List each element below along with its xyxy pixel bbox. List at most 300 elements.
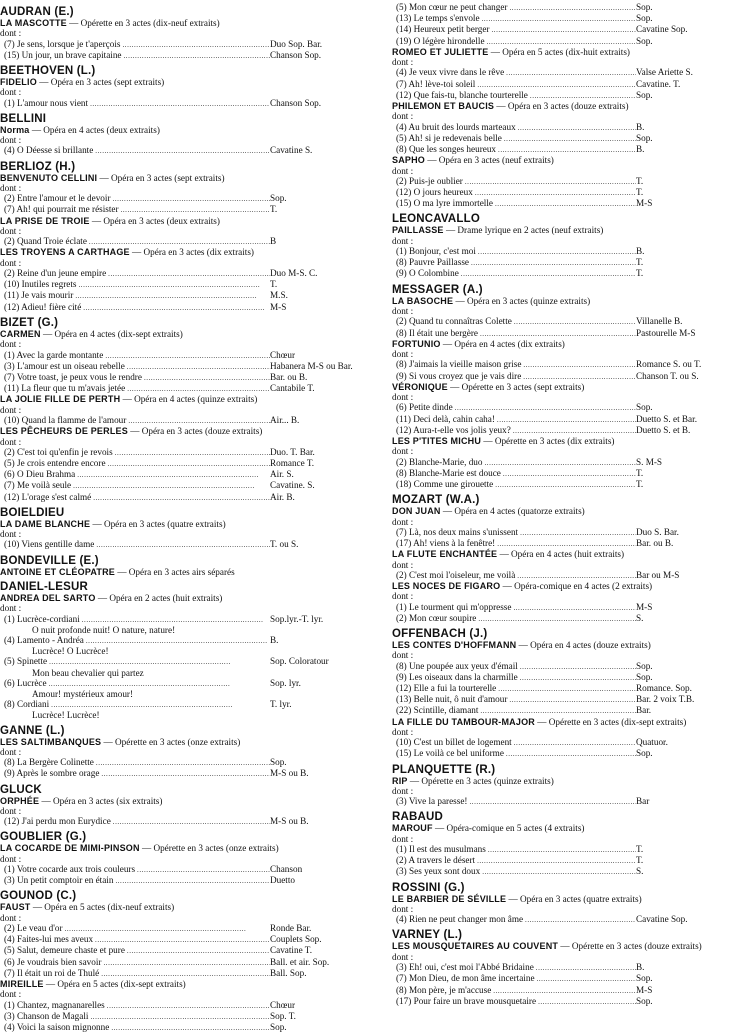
work-description: — Opéra en 3 actes (douze extraits) [494, 101, 629, 112]
dot-leader [76, 279, 270, 290]
work-heading [392, 581, 756, 591]
dot-leader [495, 414, 636, 425]
composer-name: RABAUD [392, 811, 444, 824]
dont-label: dont : [0, 436, 22, 447]
excerpt-title: (4) Au bruit des lourds marteaux [396, 121, 516, 132]
excerpt-row [0, 290, 380, 301]
voice-type: S. [636, 612, 644, 623]
dot-leader [482, 457, 636, 468]
voice-type: Duetto S. et B. [636, 424, 691, 435]
work-title: LA BASOCHE [392, 295, 454, 306]
voice-type: Chanson T. ou S. [636, 370, 699, 381]
excerpt-title: (19) O légère hirondelle [396, 35, 485, 46]
dot-leader [523, 914, 636, 925]
excerpt-row [392, 371, 756, 382]
dot-leader [473, 187, 636, 198]
work-description: — Opéra en 3 actes (dix extraits) [129, 247, 254, 258]
excerpt-title: (9) Après le sombre orage [4, 768, 100, 779]
excerpt-title: (10) Inutiles regrets [4, 279, 77, 290]
voice-type: Sop. Coloratour [270, 656, 329, 667]
dont-label: dont : [392, 111, 414, 122]
excerpt-row [392, 672, 756, 683]
work-description: — Opéra en 5 actes (dix-sept extraits) [43, 979, 186, 990]
dont-label: dont : [392, 57, 414, 68]
excerpt-title: (2) Quand Troie éclate [4, 236, 87, 247]
work-description: — Opéra en 3 actes (neuf extraits) [425, 155, 554, 166]
dot-leader [71, 480, 270, 491]
work-heading [392, 339, 756, 349]
excerpt-title: (4) Rien ne peut changer mon âme [396, 914, 524, 925]
composer-section [0, 113, 380, 157]
excerpt-title: (1) Il est des musulmans [396, 844, 486, 855]
excerpt-row [392, 844, 756, 855]
work-description: — Opéra en 4 actes (quatorze extraits) [440, 506, 585, 517]
excerpt-title: (6) Lucrèce [4, 677, 47, 688]
dont-label: dont : [392, 904, 414, 915]
voice-type: Ball. et air. Sop. [270, 956, 330, 967]
excerpt-row [0, 383, 380, 394]
excerpt-row [0, 816, 380, 827]
excerpt-row [0, 957, 380, 968]
excerpt-title: (13) Belle nuit, ô nuit d'amour [396, 694, 508, 705]
work-title: VÉRONIQUE [392, 381, 448, 392]
excerpt-title: (8) Mon père, je m'accuse [396, 984, 492, 995]
work-heading [0, 979, 380, 989]
voice-type: Chœur [270, 349, 296, 360]
voice-type: Sop. [270, 193, 287, 204]
excerpt-row [392, 748, 756, 759]
excerpt-subtitle [0, 689, 380, 699]
excerpt-title: (8) Il était une bergère [396, 327, 478, 338]
dot-leader [142, 372, 270, 383]
excerpt-row [392, 866, 756, 877]
composer-section [392, 929, 756, 1006]
dot-leader [478, 328, 636, 339]
voice-type: M-S [636, 198, 653, 209]
dot-leader [467, 796, 636, 807]
dot-leader [516, 122, 636, 133]
excerpt-title: (14) Heureux petit berger [396, 24, 490, 35]
excerpt-row [392, 133, 756, 144]
voice-type: Sop. [636, 671, 653, 682]
work-title: LA MASCOTTE [0, 18, 67, 28]
dot-leader [480, 866, 636, 877]
excerpt-row [0, 656, 380, 667]
excerpt-row [392, 2, 756, 13]
work-heading [0, 77, 380, 87]
excerpt-row [392, 414, 756, 425]
dot-leader [478, 705, 636, 716]
work-title: SAPHO [392, 155, 426, 166]
dot-leader [536, 996, 636, 1007]
dot-leader [504, 67, 636, 78]
work-title: PHILEMON ET BAUCIS [392, 101, 495, 112]
dont-label: dont : [392, 165, 414, 176]
voice-type: Romance. Sop. [636, 683, 692, 694]
excerpt-row [392, 602, 756, 613]
work-title: LA DAME BLANCHE [0, 518, 91, 529]
excerpt-row [392, 316, 756, 327]
excerpt-title: (5) Salut, demeure chaste et pure [4, 945, 125, 956]
dont-label: dont : [0, 404, 22, 415]
dot-leader [113, 875, 270, 886]
excerpt-title: (9) O Colombine [396, 268, 459, 279]
excerpt-row [0, 98, 380, 109]
excerpt-title: (15) Le voilà ce bel uniforme [396, 748, 504, 759]
work-heading [392, 436, 756, 446]
voice-type: Chanson Sop. [270, 97, 322, 108]
excerpt-title: O nuit profonde nuit! O nature, nature! [32, 624, 176, 635]
work-description: — Opéra en 3 actes (sept extraits) [97, 172, 225, 183]
work-description: — Opéra-comique en 4 actes (2 extraits) [500, 580, 653, 591]
excerpt-row [392, 479, 756, 490]
excerpt-row [0, 1000, 380, 1011]
dot-leader [47, 678, 270, 689]
excerpt-title: (7) Mon Dieu, de mon âme incertaine [396, 973, 535, 984]
dot-leader [502, 133, 636, 144]
dot-leader [80, 614, 270, 625]
voice-type: Bar. ou B. [636, 537, 674, 548]
dont-label: dont : [0, 28, 22, 39]
dot-leader [493, 479, 636, 490]
dot-leader [512, 316, 636, 327]
dot-leader [91, 492, 270, 503]
dot-leader [125, 383, 270, 394]
excerpt-row [392, 198, 756, 209]
composer-name: MESSAGER (A.) [392, 283, 483, 296]
excerpt-row [0, 204, 380, 215]
composer-name: AUDRAN (E.) [0, 6, 74, 18]
excerpt-title: (5) Ah! si je redevenais belle [396, 132, 502, 143]
voice-type: T. lyr. [270, 699, 292, 710]
work-description: — Opérette en 3 actes (onze extraits) [101, 736, 241, 747]
excerpt-title: (12) L'orage s'est calmé [4, 491, 92, 502]
work-heading [0, 737, 380, 747]
excerpt-row [0, 236, 380, 247]
composer-name: DANIEL-LESUR [0, 580, 89, 593]
dont-label: dont : [0, 87, 22, 98]
dot-leader [84, 635, 270, 646]
dot-leader [175, 625, 270, 635]
dot-leader [463, 176, 636, 187]
excerpt-title: (1) Le tourment qui m'oppresse [396, 601, 512, 612]
composer-section [0, 317, 380, 503]
excerpt-title: (3) Vive la paresse! [396, 796, 468, 807]
excerpt-title: (11) La fleur que tu m'avais jetée [4, 383, 126, 394]
voice-type: Chanson [270, 864, 303, 875]
excerpt-title: (17) Pour faire un brave mousquetaire [396, 995, 537, 1006]
composer-name: VARNEY (L.) [392, 929, 463, 942]
voice-type: Cavatine S. [270, 145, 313, 156]
voice-type: T. [270, 279, 278, 290]
excerpt-title: (7) Votre toast, je peux vous le rendre [4, 371, 142, 382]
dot-leader [75, 469, 270, 480]
work-title: LA FILLE DU TAMBOUR-MAJOR [392, 716, 535, 727]
excerpt-title: (10) Quand la flamme de l'amour [4, 414, 127, 425]
voice-type: Duetto [270, 875, 296, 886]
dot-leader [534, 962, 636, 973]
work-heading [392, 101, 756, 111]
dot-leader [93, 145, 270, 156]
excerpt-title: (8) Blanche-Marie est douce [396, 467, 501, 478]
dot-leader [476, 613, 636, 624]
dot-leader [109, 646, 270, 656]
work-title: MIREILLE [0, 979, 44, 990]
dont-label: dont : [0, 747, 22, 758]
work-description: — Opérette en 3 actes (douze extraits) [558, 941, 702, 952]
voice-type: B. [270, 634, 279, 645]
dot-leader [106, 458, 270, 469]
work-heading [392, 155, 756, 165]
work-heading [0, 519, 380, 529]
work-title: ANTOINE ET CLÉOPATRE [0, 566, 116, 577]
excerpt-title: (6) Je voudrais bien savoir [4, 956, 102, 967]
excerpt-title: (7) Là, nos deux mains s'unissent [396, 526, 519, 537]
excerpt-row [392, 527, 756, 538]
excerpt-title: (2) Le veau d'or [4, 923, 63, 934]
work-description: — Opérette en 3 actes (dix-neuf extraits) [66, 18, 220, 28]
work-title: DON JUAN [392, 506, 441, 517]
work-description: — Opéra en 5 actes (dix-neuf extraits) [30, 902, 175, 913]
work-heading [0, 394, 380, 404]
composer-section [392, 882, 756, 926]
excerpt-title: (2) Entre l'amour et le devoir [4, 193, 111, 204]
excerpt-title: (2) Blanche-Marie, duo [396, 456, 483, 467]
work-title: LA FLUTE ENCHANTÉE [392, 549, 498, 560]
excerpt-row [392, 457, 756, 468]
composer-name: BEETHOVEN (L.) [0, 65, 96, 78]
dot-leader [493, 198, 636, 209]
excerpt-title: (10) Viens gentille dame [4, 539, 95, 550]
work-title: Norma [0, 124, 30, 135]
excerpt-title: (22) Scintille, diamant [396, 705, 479, 716]
work-title: LES PÊCHEURS DE PERLES [0, 426, 128, 437]
excerpt-row [0, 193, 380, 204]
work-title: LA COCARDE DE MIMI-PINSON [0, 843, 140, 854]
composer-section [0, 65, 380, 109]
excerpt-title: (7) Il était un roi de Thulé [4, 967, 100, 978]
dot-leader [135, 864, 270, 875]
left-column [0, 2, 380, 1033]
dot-leader [518, 672, 636, 683]
dont-label: dont : [392, 235, 414, 246]
excerpt-title: (5) Spinette [4, 656, 48, 667]
voice-type: M-S [636, 984, 653, 995]
composer-section [392, 811, 756, 877]
excerpt-row [392, 694, 756, 705]
work-description: — Opéra en 4 actes (dix-sept extraits) [40, 328, 183, 339]
work-heading [392, 894, 756, 904]
work-heading [392, 225, 756, 235]
dot-leader [518, 527, 636, 538]
dot-leader [106, 268, 270, 279]
dot-leader [535, 973, 636, 984]
excerpt-row [0, 361, 380, 372]
excerpt-row [0, 39, 380, 50]
composer-name: MOZART (W.A.) [392, 494, 480, 507]
excerpt-title: (6) Petite dinde [396, 402, 453, 413]
voice-type: Romance T. [270, 457, 315, 468]
dot-leader [476, 246, 636, 257]
work-description: — Opéra en 3 actes (quatre extraits) [506, 893, 642, 904]
excerpt-title: Mon beau chevalier qui partez [32, 667, 144, 678]
excerpt-row [392, 144, 756, 155]
excerpt-row [392, 661, 756, 672]
work-title: LA JOLIE FILLE DE PERTH [0, 394, 121, 405]
work-title: LES SALTIMBANQUES [0, 736, 102, 747]
dot-leader [125, 361, 270, 372]
dot-leader [109, 1022, 270, 1033]
excerpt-row [0, 469, 380, 480]
dot-leader [504, 748, 636, 759]
excerpt-title: (7) Ah! lève-toi soleil [396, 78, 476, 89]
excerpt-title: (17) Ah! viens à la fenêtre! [396, 537, 496, 548]
work-heading [392, 47, 756, 57]
excerpt-title: (8) J'aimais la vieille maison grise [396, 359, 522, 370]
dont-label: dont : [392, 559, 414, 570]
dot-leader [511, 425, 636, 436]
dot-leader [496, 144, 636, 155]
work-title: RIP [392, 775, 408, 786]
voice-type: M.S. [270, 290, 288, 301]
dot-leader [88, 1011, 270, 1022]
excerpt-title: (2) Mon cœur soupire [396, 612, 477, 623]
work-description: — Opéra-comique en 5 actes (4 extraits) [432, 823, 585, 834]
excerpt-row [0, 268, 380, 279]
dont-label: dont : [392, 650, 414, 661]
excerpt-row [0, 279, 380, 290]
excerpt-title: (1) Avec la garde montante [4, 349, 104, 360]
excerpt-row [0, 768, 380, 779]
work-description: — Opérette en 3 actes (onze extraits) [139, 843, 279, 854]
work-title: BENVENUTO CELLINI [0, 172, 98, 183]
excerpt-title: (1) Bonjour, c'est moi [396, 246, 476, 257]
dot-leader [47, 656, 270, 667]
composer-name: BONDEVILLE (E.) [0, 554, 99, 567]
composer-name: BOIELDIEU [0, 506, 65, 519]
excerpt-title: (3) Chanson de Magali [4, 1010, 89, 1021]
excerpt-row [392, 855, 756, 866]
dont-label: dont : [0, 257, 22, 268]
voice-type: Bar. ou B. [270, 371, 308, 382]
voice-type: Air. S. [270, 469, 294, 480]
dot-leader [81, 302, 270, 313]
excerpt-title: (12) Elle a fui la tourterelle [396, 683, 497, 694]
excerpt-row [392, 187, 756, 198]
excerpt-row [392, 737, 756, 748]
composer-section [0, 6, 380, 61]
work-description: — Opéra en 3 actes (quatre extraits) [90, 518, 226, 529]
composer-name: LEONCAVALLO [392, 213, 481, 226]
dot-leader [120, 39, 270, 50]
work-description: — Opéra en 3 actes (sept extraits) [36, 77, 165, 88]
excerpt-row [0, 968, 380, 979]
excerpt-subtitle [0, 668, 380, 678]
excerpt-title: (11) Je vais mourir [4, 290, 74, 301]
voice-type: Ball. Sop. [270, 967, 307, 978]
work-description: — Opérette en 3 actes (dix-sept extraits) [534, 716, 687, 727]
dot-leader [93, 934, 270, 945]
work-heading [0, 329, 380, 339]
voice-type: Sop.lyr.-T. lyr. [270, 613, 324, 624]
excerpt-row [392, 570, 756, 581]
work-title: LES TROYENS A CARTHAGE [0, 247, 130, 258]
voice-type: T. [636, 844, 644, 855]
dont-label: dont : [392, 349, 414, 360]
work-title: ORPHÉE [0, 795, 40, 806]
voice-type: T. [636, 175, 644, 186]
voice-type: Sop. [270, 757, 287, 768]
excerpt-row [392, 328, 756, 339]
excerpt-title: (3) Eh! oui, c'est moi l'Abbé Bridaine [396, 962, 534, 973]
excerpt-row [392, 79, 756, 90]
voice-type: Sop. [636, 973, 653, 984]
excerpt-title: (13) Le temps s'envole [396, 13, 480, 24]
dot-leader [495, 538, 636, 549]
excerpt-title: (7) Me voilà seule [4, 480, 72, 491]
excerpt-row [392, 246, 756, 257]
dot-leader [521, 371, 636, 382]
excerpt-title: (15) Un jour, un brave capitaine [4, 49, 122, 60]
dot-leader [49, 699, 270, 710]
work-description: — Opéra en 5 actes (dix-huit extraits) [488, 46, 630, 57]
excerpt-row [0, 678, 380, 689]
voice-type: S. [636, 866, 644, 877]
excerpt-title: (8) Une poupée aux yeux d'émail [396, 660, 518, 671]
work-description: — Opéra en 4 actes (dix extraits) [440, 338, 565, 349]
excerpt-title: Amour! mystérieux amour! [32, 689, 134, 699]
work-heading [0, 426, 380, 436]
dot-leader [144, 668, 270, 678]
voice-type: Sop. [636, 13, 653, 24]
composer-section [392, 764, 756, 808]
excerpt-row [392, 985, 756, 996]
excerpt-title: (6) O Dieu Brahma [4, 469, 76, 480]
work-description: — Opéra en 3 actes (deux extraits) [89, 215, 220, 226]
excerpt-row [0, 1011, 380, 1022]
excerpt-row [0, 447, 380, 458]
dot-leader [73, 290, 270, 301]
work-description: — Opérette en 3 actes (dix extraits) [481, 435, 615, 446]
dont-label: dont : [392, 951, 414, 962]
composer-section [0, 507, 380, 551]
work-heading [0, 843, 380, 853]
excerpt-title: (4) Je veux vivre dans le rêve [396, 67, 505, 78]
excerpt-title: (8) Que les songes heureux [396, 144, 497, 155]
voice-type [270, 710, 380, 720]
excerpt-row [0, 757, 380, 768]
excerpt-row [0, 945, 380, 956]
voice-type [270, 625, 380, 635]
composer-section [0, 555, 380, 577]
voice-type: T. ou S. [270, 539, 299, 550]
dont-label: dont : [0, 603, 22, 614]
excerpt-row [392, 996, 756, 1007]
voice-type: T. [636, 268, 644, 279]
voice-type: B. [636, 246, 645, 257]
work-title: LA PRISE DE TROIE [0, 215, 90, 226]
voice-type: Duo. T. Bar. [270, 446, 315, 457]
dot-leader [485, 36, 636, 47]
voice-type: Chœur [270, 999, 296, 1010]
dont-label: dont : [0, 853, 22, 864]
work-heading [392, 941, 756, 951]
dot-leader [511, 602, 636, 613]
excerpt-row [0, 923, 380, 934]
dot-leader [469, 257, 636, 268]
work-title: FORTUNIO [392, 338, 441, 349]
dont-label: dont : [0, 183, 22, 194]
